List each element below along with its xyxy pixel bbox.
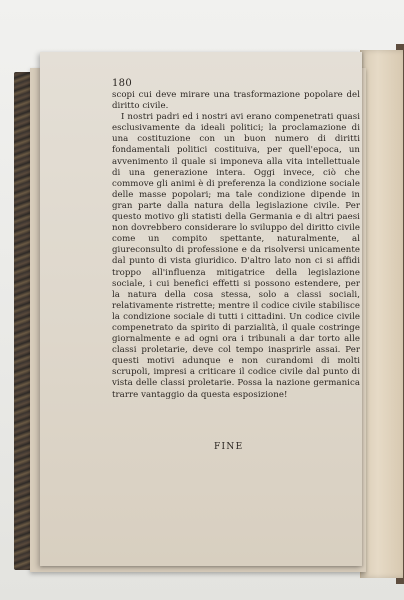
facing-page-edge xyxy=(360,50,403,578)
end-marker: FINE xyxy=(214,442,244,452)
paragraph-main: I nostri padri ed i nostri avi erano compenetrati quasi esclusivamente da ideali politici; la proclamazione di una costituzione con un buon numero di diritti fondamentali politici costituiva, per quell'epoca, un avvenimento il quale si imponeva alla vita intellettuale di una generazione intera. Oggi invece, ciò che commove gli animi è di preferenza la condizione sociale delle masse popolari; ma tale condizione dipende in gran parte dalla natura della legislazione civile. Per questo motivo gli statisti della Germania e di altri paesi non dovrebbero considerare lo sviluppo del diritto civile come un compito spettante, naturalmente, al giureconsulto di professione e da risolversi unicamente dal punto di vista giuridico. D'altro lato non ci si affidi troppo all'influenza mitigatrice della legislazione sociale, i cui benefici effetti si possono estendere, per la natura della cosa stessa, solo a classi sociali, relativamente ristrette; mentre il codice civile stabilisce la condizione sociale di tutti i cittadini. Un codice civile compenetrato da spirito di parzialità, il quale costringe giornalmente e ad ogni ora i tribunali a dar torto alle classi proletarie, deve col tempo inasprirle assai. Per questi motivi adunque e non curandomi di molti scrupoli, impresi a criticare il codice civile dal punto di vista delle classi proletarie. Possa la nazione germanica trarre vantaggio da questa esposizione! xyxy=(112,112,360,400)
body-text xyxy=(112,90,360,401)
page-number: 180 xyxy=(112,78,132,89)
page-content xyxy=(70,78,360,401)
paragraph-continuation: scopi cui deve mirare una trasformazione popolare del diritto civile. xyxy=(112,90,360,112)
